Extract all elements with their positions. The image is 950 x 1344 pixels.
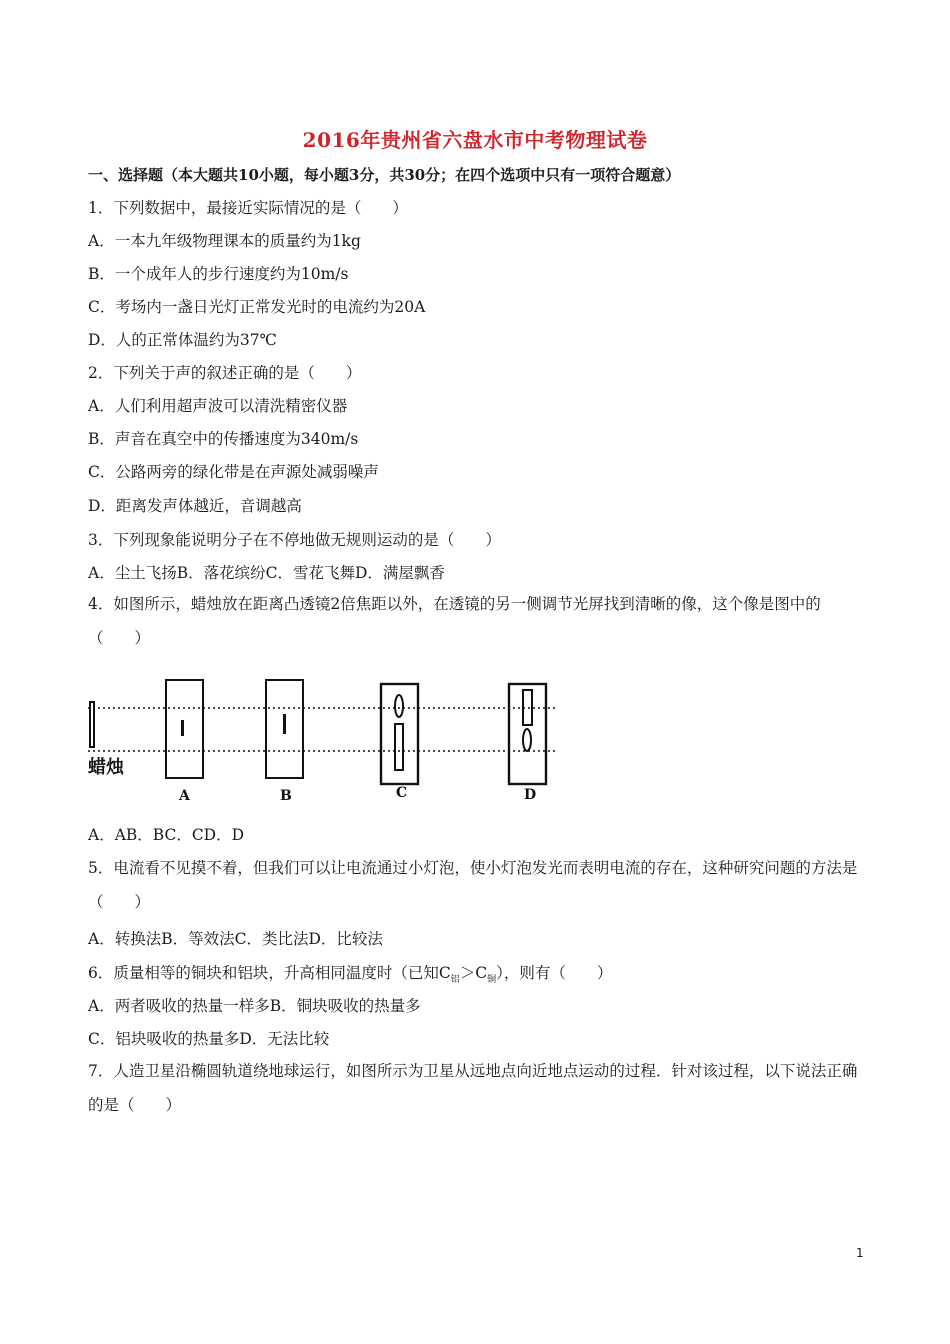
question-5-stem: 5．电流看不见摸不着，但我们可以让电流通过小灯泡，使小灯泡发光而表明电流的存在，这种研究问题的方法是（ ） bbox=[88, 859, 858, 911]
figure-label-a: A bbox=[179, 788, 190, 804]
page-number: 1 bbox=[856, 1246, 864, 1260]
question-4-stem: 4．如图所示，蜡烛放在距离凸透镜2倍焦距以外，在透镜的另一侧调节光屏找到清晰的像，这个像是图中的（ ） bbox=[88, 595, 821, 647]
question-6-options-cd: C．铝块吸收的热量多D．无法比较 bbox=[88, 1030, 330, 1048]
candle-label: 蜡烛 bbox=[88, 757, 124, 778]
q6-subscript-cu: 铜 bbox=[487, 975, 497, 986]
question-2-option-c: C．公路两旁的绿化带是在声源处减弱噪声 bbox=[88, 463, 379, 481]
question-1-option-a: A．一本九年级物理课本的质量约为1kg bbox=[88, 232, 361, 250]
page-title: 2016年贵州省六盘水市中考物理试卷 bbox=[302, 128, 648, 152]
question-1-stem: 1．下列数据中，最接近实际情况的是（ ） bbox=[88, 199, 408, 217]
q6-subscript-al: 铝 bbox=[450, 975, 460, 986]
image-b-shape bbox=[283, 714, 286, 734]
question-2-stem: 2．下列关于声的叙述正确的是（ ） bbox=[88, 364, 362, 382]
question-1-option-b: B．一个成年人的步行速度约为10m/s bbox=[88, 265, 349, 283]
question-3-options: A．尘土飞扬B．落花缤纷C．雪花飞舞D．满屋飘香 bbox=[88, 564, 445, 582]
question-1-option-d: D．人的正常体温约为37℃ bbox=[88, 331, 277, 349]
frame-a bbox=[166, 680, 203, 778]
question-1-option-c: C．考场内一盏日光灯正常发光时的电流约为20A bbox=[88, 298, 426, 316]
figure-label-c: C bbox=[396, 785, 408, 801]
image-a-shape bbox=[181, 720, 184, 736]
question-2-option-d: D．距离发声体越近，音调越高 bbox=[88, 497, 302, 515]
lens-image-figure bbox=[88, 672, 558, 807]
question-6-options-ab: A．两者吸收的热量一样多B．铜块吸收的热量多 bbox=[88, 997, 421, 1015]
question-2-option-a: A．人们利用超声波可以清洗精密仪器 bbox=[88, 397, 348, 415]
q6-stem-post: ），则有（ ） bbox=[496, 964, 613, 982]
candle-c bbox=[395, 724, 403, 770]
question-2-option-b: B．声音在真空中的传播速度为340m/s bbox=[88, 430, 359, 448]
frame-d bbox=[509, 684, 546, 784]
q6-stem-pre: 6．质量相等的铜块和铝块，升高相同温度时（已知C bbox=[88, 964, 451, 982]
question-3-stem: 3．下列现象能说明分子在不停地做无规则运动的是（ ） bbox=[88, 531, 501, 549]
question-7-stem: 7．人造卫星沿椭圆轨道绕地球运行，如图所示为卫星从远地点向近地点运动的过程．针对该过程，以下说法正确的是（ ） bbox=[88, 1062, 858, 1114]
question-4-options: A．AB．BC．CD．D bbox=[88, 826, 245, 844]
flame-d bbox=[523, 729, 531, 751]
q6-stem-mid: ＞C bbox=[459, 964, 488, 982]
question-5-options: A．转换法B．等效法C．类比法D．比较法 bbox=[88, 930, 383, 948]
flame-c bbox=[395, 695, 403, 717]
figure-label-b: B bbox=[280, 788, 292, 804]
figure-label-d: D bbox=[524, 787, 537, 803]
section-heading: 一、选择题（本大题共10小题，每小题3分，共30分；在四个选项中只有一项符合题意） bbox=[88, 166, 681, 184]
question-6-stem bbox=[88, 961, 612, 985]
